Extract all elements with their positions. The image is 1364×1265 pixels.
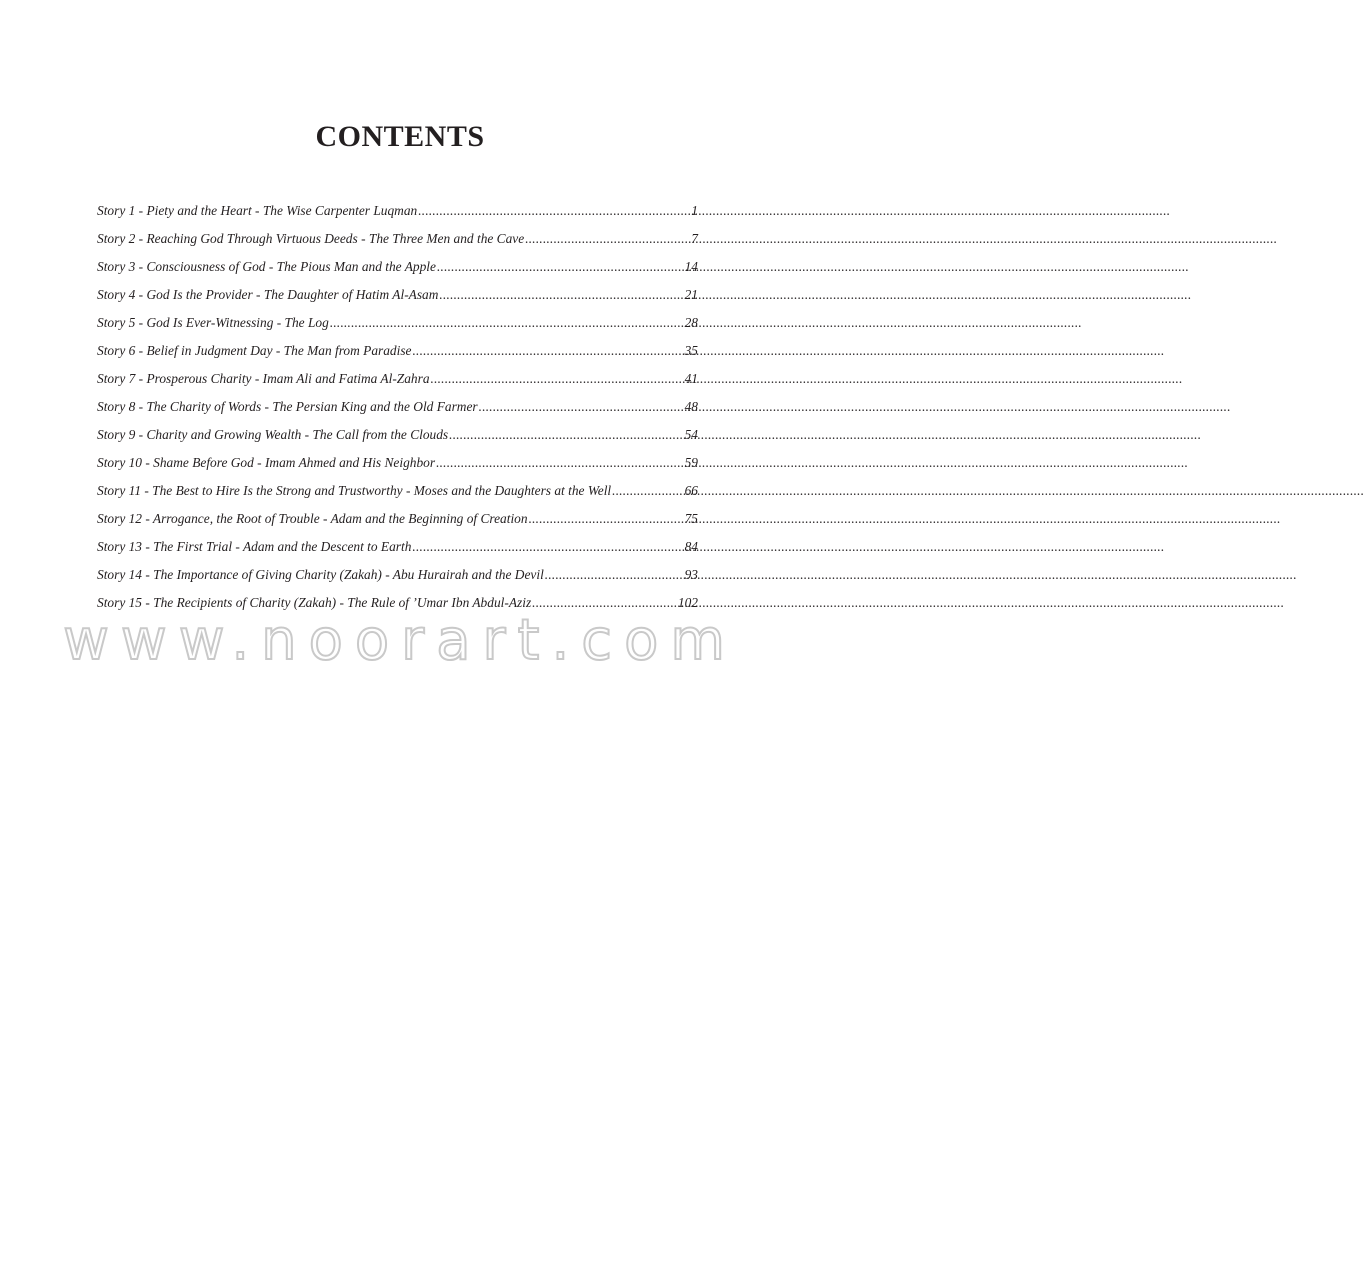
toc-entry[interactable] — [97, 483, 698, 511]
toc-leader-dots — [330, 315, 684, 331]
toc-leader-dots — [545, 567, 684, 583]
toc-leader-dots — [449, 427, 683, 443]
toc-entry[interactable] — [97, 567, 698, 595]
toc-entry[interactable] — [97, 231, 698, 259]
toc-leader-dots — [413, 343, 684, 359]
page-title: CONTENTS — [315, 120, 485, 153]
toc-leader-dots — [437, 259, 684, 275]
toc-entry-page: 14 — [684, 259, 698, 274]
toc-entry-label: Story 12 - Arrogance, the Root of Trouble - Adam and the Beginning of Creation — [97, 511, 528, 526]
toc-entry-label: Story 4 - God Is the Provider - The Daughter of Hatim Al-Asam — [97, 287, 439, 302]
toc-entry-page: 41 — [684, 371, 698, 386]
toc-entry-page: 84 — [684, 539, 698, 554]
toc-entry[interactable] — [97, 343, 698, 371]
toc-entry[interactable] — [97, 455, 698, 483]
toc-leader-dots — [439, 287, 683, 303]
toc-entry-page: 102 — [677, 595, 698, 610]
toc-entry-label: Story 11 - The Best to Hire Is the Strong and Trustworthy - Moses and the Daughters at the Well — [97, 483, 612, 498]
toc-leader-dots — [431, 371, 684, 387]
toc-entry-page: 35 — [684, 343, 698, 358]
toc-entry-page: 66 — [684, 483, 698, 498]
toc-entry-label: Story 5 - God Is Ever-Witnessing - The Log — [97, 315, 329, 330]
toc-entry[interactable] — [97, 427, 698, 455]
toc-leader-dots — [412, 539, 683, 555]
toc-entry-label: Story 2 - Reaching God Through Virtuous Deeds - The Three Men and the Cave — [97, 231, 525, 246]
toc-entry-label: Story 9 - Charity and Growing Wealth - The Call from the Clouds — [97, 427, 449, 442]
toc-entry[interactable] — [97, 511, 698, 539]
toc-leader-dots — [525, 231, 690, 247]
toc-entry-label: Story 1 - Piety and the Heart - The Wise Carpenter Luqman — [97, 203, 418, 218]
toc-entry[interactable] — [97, 287, 698, 315]
watermark: www.noorart.com — [63, 608, 737, 673]
toc-leader-dots — [418, 203, 690, 219]
toc-entry-page: 75 — [684, 511, 698, 526]
toc-entry-page: 93 — [684, 567, 698, 582]
toc-entry-page: 21 — [684, 287, 698, 302]
toc-entry-label: Story 15 - The Recipients of Charity (Zakah) - The Rule of ’Umar Ibn Abdul-Aziz — [97, 595, 532, 610]
toc-entry-page: 7 — [691, 231, 698, 246]
toc-entry-label: Story 8 - The Charity of Words - The Persian King and the Old Farmer — [97, 399, 478, 414]
toc-entry-label: Story 7 - Prosperous Charity - Imam Ali and Fatima Al-Zahra — [97, 371, 430, 386]
toc-entry[interactable] — [97, 315, 698, 343]
toc-entry-page: 59 — [684, 455, 698, 470]
toc-entry-label: Story 3 - Consciousness of God - The Pious Man and the Apple — [97, 259, 436, 274]
toc-entry[interactable] — [97, 203, 698, 231]
toc-entry[interactable] — [97, 399, 698, 427]
toc-entry-label: Story 13 - The First Trial - Adam and the Descent to Earth — [97, 539, 412, 554]
toc-entry[interactable] — [97, 371, 698, 399]
toc-entry-page: 1 — [691, 203, 698, 218]
toc-entry-label: Story 14 - The Importance of Giving Charity (Zakah) - Abu Hurairah and the Devil — [97, 567, 544, 582]
toc-leader-dots — [436, 455, 684, 471]
toc-entry-label: Story 6 - Belief in Judgment Day - The Man from Paradise — [97, 343, 412, 358]
toc-entry-page: 54 — [684, 427, 698, 442]
toc-leader-dots — [529, 511, 684, 527]
toc-leader-dots — [612, 483, 683, 499]
toc-entry-label: Story 10 - Shame Before God - Imam Ahmed and His Neighbor — [97, 455, 436, 470]
toc-entry[interactable] — [97, 259, 698, 287]
table-of-contents — [97, 203, 698, 623]
toc-entry-page: 48 — [684, 399, 698, 414]
toc-entry-page: 28 — [684, 315, 698, 330]
toc-leader-dots — [479, 399, 684, 415]
toc-entry[interactable] — [97, 539, 698, 567]
